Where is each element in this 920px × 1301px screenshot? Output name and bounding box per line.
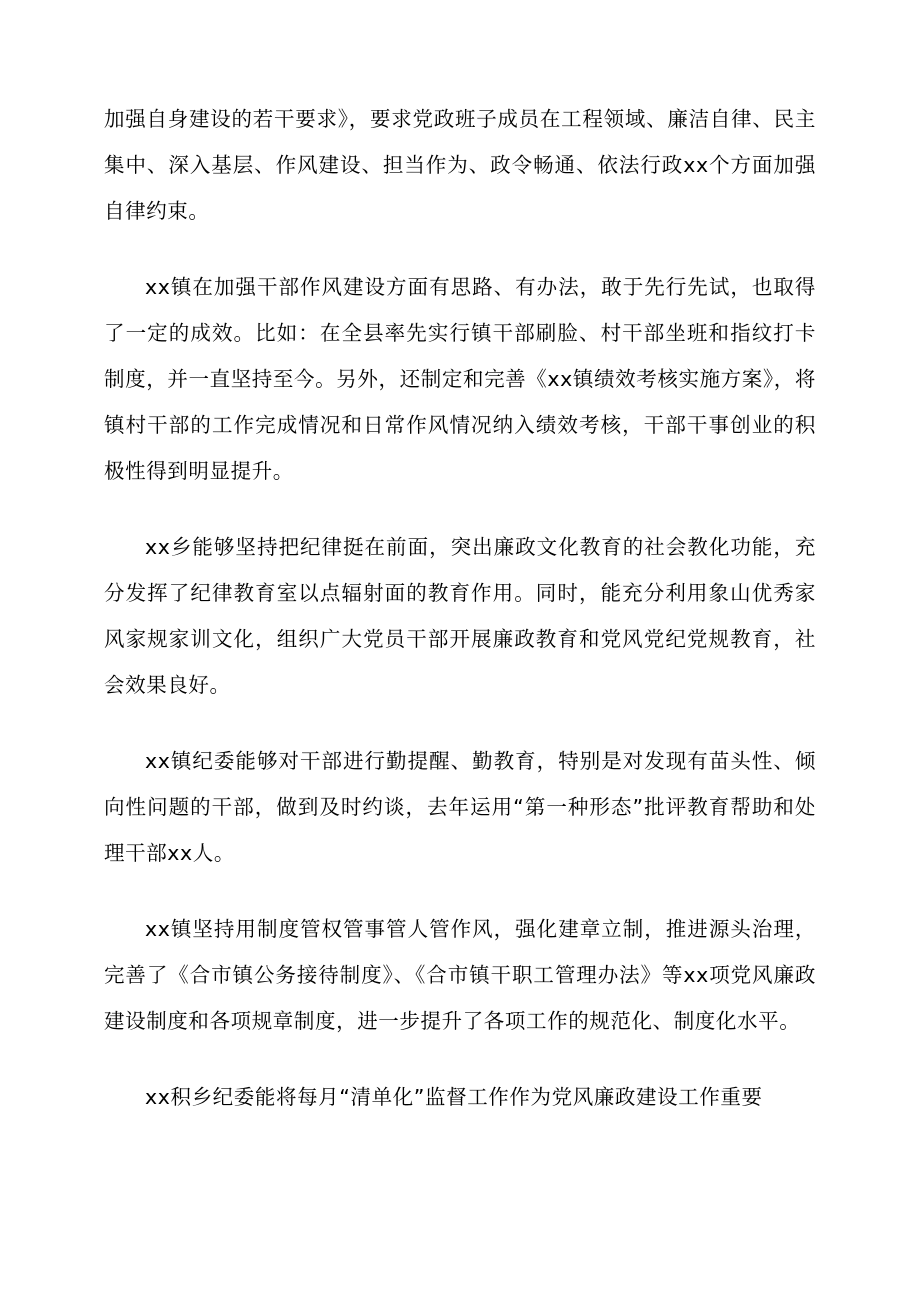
paragraph-1: 加强自身建设的若干要求》，要求党政班子成员在工程领域、廉洁自律、民主集中、深入基层、作风建设、担当作为、政令畅通、依法行政xx个方面加强自律约束。 (104, 107, 816, 223)
paragraph-3: xx乡能够坚持把纪律挺在前面，突出廉政文化教育的社会教化功能，充分发挥了纪律教育室以点辐射面的教育作用。同时，能充分利用象山优秀家风家规家训文化，组织广大党员干部开展廉政教育和党风党纪党规教育，社会效果良好。 (104, 535, 816, 697)
document-body (104, 96, 816, 1120)
paragraph-2: xx镇在加强干部作风建设方面有思路、有办法，敢于先行先试，也取得了一定的成效。比如：在全县率先实行镇干部刷脸、村干部坐班和指纹打卡制度，并一直坚持至今。另外，还制定和完善《xx镇绩效考核实施方案》，将镇村干部的工作完成情况和日常作风情况纳入绩效考核，干部干事创业的积极性得到明显提升。 (104, 275, 816, 483)
paragraph-6: xx积乡纪委能将每月“清单化”监督工作作为党风廉政建设工作重要 (145, 1085, 763, 1109)
paragraph-5: xx镇坚持用制度管权管事管人管作风，强化建章立制，推进源头治理，完善了《合市镇公务接待制度》、《合市镇干职工管理办法》等xx项党风廉政建设制度和各项规章制度，进一步提升了各项工作的规范化、制度化水平。 (104, 917, 816, 1033)
paragraph-4: xx镇纪委能够对干部进行勤提醒、勤教育，特别是对发现有苗头性、倾向性问题的干部，做到及时约谈，去年运用“第一种形态”批评教育帮助和处理干部xx人。 (104, 749, 816, 865)
